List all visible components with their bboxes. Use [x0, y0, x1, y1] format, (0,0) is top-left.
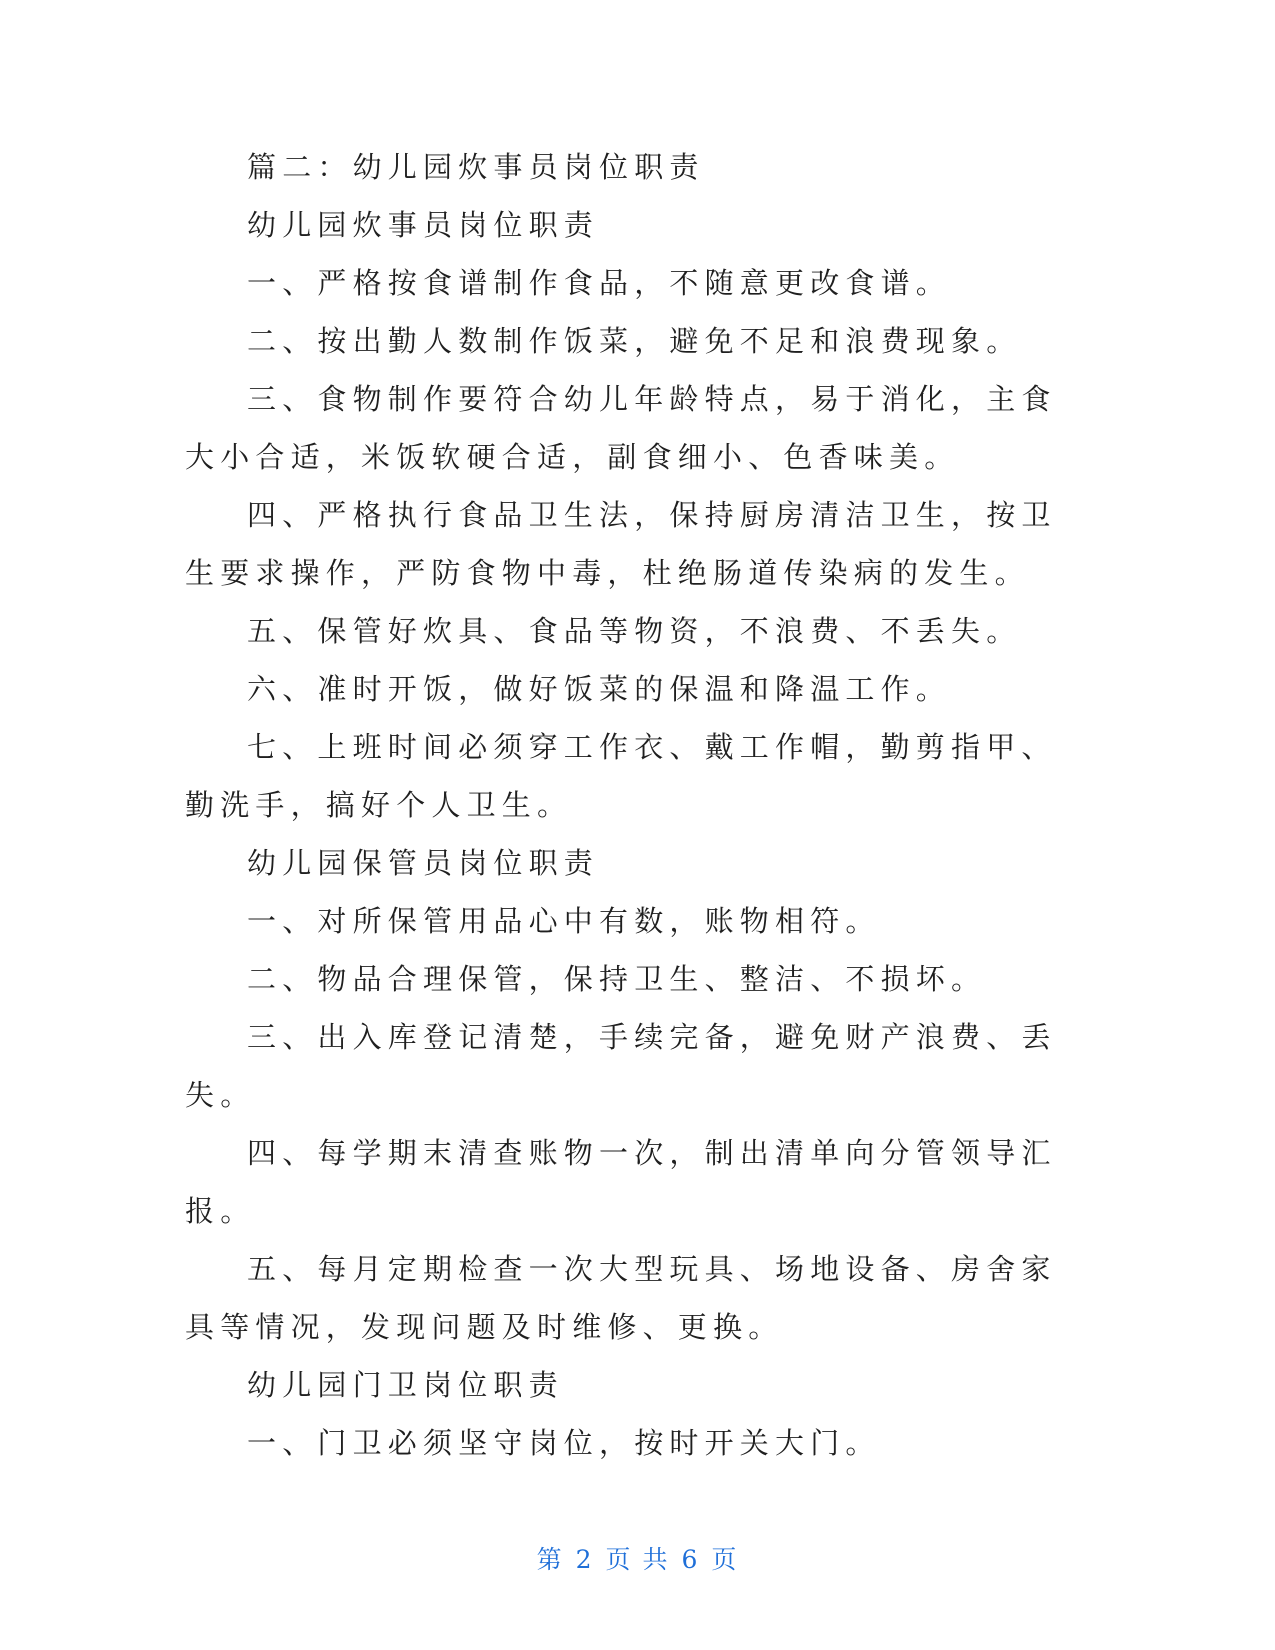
section-title: 篇二：幼儿园炊事员岗位职责: [247, 150, 705, 184]
footer-suffix: 页: [711, 1545, 739, 1574]
footer-page-number: 2: [575, 1545, 594, 1574]
cook-duty-4: 四、严格执行食品卫生法，保持厨房清洁卫生，按卫生要求操作，严防食物中毒，杜绝肠道传染病的发生。: [185, 498, 1057, 590]
subsection-heading-guard: 幼儿园门卫岗位职责: [247, 1368, 564, 1402]
keeper-duty-4: 四、每学期末清查账物一次，制出清单向分管领导汇报。: [185, 1136, 1057, 1228]
document-body: [185, 138, 1065, 1472]
subsection-heading-keeper: 幼儿园保管员岗位职责: [247, 846, 600, 880]
cook-duty-3: 三、食物制作要符合幼儿年龄特点，易于消化，主食大小合适，米饭软硬合适，副食细小、色香味美。: [185, 382, 1057, 474]
cook-duty-7: 七、上班时间必须穿工作衣、戴工作帽，勤剪指甲、勤洗手，搞好个人卫生。: [185, 730, 1057, 822]
footer-total-pages: 6: [681, 1545, 700, 1574]
keeper-duty-3: 三、出入库登记清楚，手续完备，避免财产浪费、丢失。: [185, 1020, 1057, 1112]
cook-duty-6: 六、准时开饭，做好饭菜的保温和降温工作。: [247, 672, 952, 706]
cook-duty-1: 一、严格按食谱制作食品，不随意更改食谱。: [247, 266, 952, 300]
page-footer: [0, 1540, 1275, 1576]
keeper-duty-5: 五、每月定期检查一次大型玩具、场地设备、房舍家具等情况，发现问题及时维修、更换。: [185, 1252, 1057, 1344]
cook-duty-2: 二、按出勤人数制作饭菜，避免不足和浪费现象。: [247, 324, 1022, 358]
guard-duty-1: 一、门卫必须坚守岗位，按时开关大门。: [247, 1426, 881, 1460]
footer-prefix: 第: [536, 1545, 564, 1574]
keeper-duty-2: 二、物品合理保管，保持卫生、整洁、不损坏。: [247, 962, 987, 996]
footer-middle: 页 共: [605, 1545, 670, 1574]
subsection-heading-cook: 幼儿园炊事员岗位职责: [247, 208, 600, 242]
keeper-duty-1: 一、对所保管用品心中有数，账物相符。: [247, 904, 881, 938]
cook-duty-5: 五、保管好炊具、食品等物资，不浪费、不丢失。: [247, 614, 1022, 648]
